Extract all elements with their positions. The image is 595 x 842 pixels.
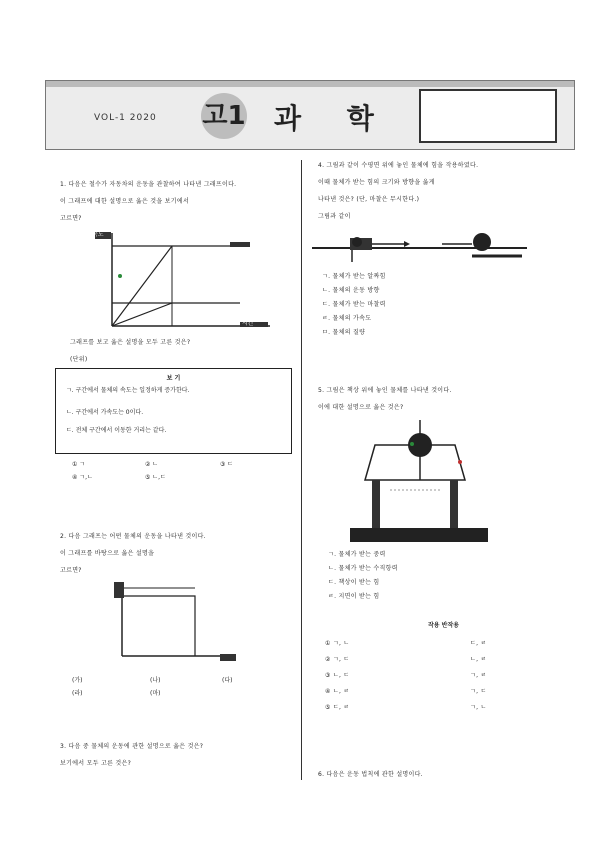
q5-answer[interactable]: ① ㄱ, ㄴ [325, 640, 350, 647]
column-divider [301, 160, 302, 780]
q3-line: 3. 다음 중 물체의 운동에 관한 설명으로 옳은 것은? [60, 743, 204, 750]
question-4-text [318, 157, 540, 225]
question-2-text [60, 528, 292, 579]
exam-header [45, 80, 575, 150]
q2-line: 이 그래프를 바탕으로 옳은 설명을 [60, 550, 155, 557]
subject-title: 과 학 [274, 102, 392, 135]
q5-answer[interactable]: ③ ㄴ, ㄷ [325, 672, 350, 679]
q5-answer-pair: ㄱ, ㄹ [470, 672, 487, 679]
q1-line: 이 그래프에 대한 설명으로 옳은 것을 보기에서 [60, 198, 190, 205]
q1-choice-box [55, 368, 292, 454]
q4-option[interactable]: ㄹ. 물체의 가속도 [322, 315, 372, 322]
header-shade [46, 81, 574, 87]
q1-choice-2[interactable]: ② ㄴ [145, 461, 159, 468]
q2-graph [100, 578, 250, 668]
q5-statement: ㄱ. 물체가 받는 중력 [328, 551, 386, 558]
q4-option[interactable]: ㄱ. 물체가 받는 알짜힘 [322, 273, 386, 280]
question-3-text [60, 738, 292, 772]
question-6-text [318, 766, 540, 783]
grade-badge: 고1 [201, 93, 247, 139]
q5-line: 이에 대한 설명으로 옳은 것은? [318, 404, 404, 411]
q1-choice-1[interactable]: ① ㄱ [72, 461, 86, 468]
marker-red [458, 460, 462, 464]
marker-green [410, 442, 414, 446]
table-leg-left [372, 480, 380, 530]
box-item: ㄱ. 구간에서 물체의 속도는 일정하게 증가한다. [66, 387, 190, 394]
q5-answers-left [325, 636, 425, 716]
q5-answer-header: 작용 반작용 [428, 622, 460, 629]
q1-choice-3[interactable]: ③ ㄷ [220, 461, 234, 468]
q5-answer[interactable]: ⑤ ㄷ, ㄹ [325, 704, 350, 711]
exam-code: VOL-1 2020 [94, 113, 157, 123]
q5-answers-right [470, 636, 540, 716]
q1-choice-5[interactable]: ⑤ ㄴ,ㄷ [145, 474, 166, 481]
point-marker [118, 274, 122, 278]
q5-statement: ㄹ. 지면이 받는 힘 [328, 593, 380, 600]
q1-line: 고르면? [60, 215, 82, 222]
q4-figure [312, 230, 532, 270]
q4-line: 이때 물체가 받는 힘의 크기와 방향을 옳게 [318, 179, 435, 186]
q5-line: 5. 그림은 책상 위에 놓인 물체를 나타낸 것이다. [318, 387, 452, 394]
ground [350, 528, 488, 542]
question-1-text [60, 176, 292, 227]
q2-label: (가) [72, 677, 83, 684]
q1-graph [90, 228, 280, 333]
q2-label: (다) [222, 677, 233, 684]
q2-label: (마) [150, 690, 161, 697]
q5-answer-pair: ㄷ, ㄹ [470, 640, 487, 647]
table-leg-right [450, 480, 458, 530]
q4-line: 4. 그림과 같이 수평면 위에 놓인 물체에 힘을 작용하였다. [318, 162, 479, 169]
q5-answer-pair: ㄱ, ㄷ [470, 688, 487, 695]
q2-line [122, 596, 195, 656]
box-item: ㄷ. 전체 구간에서 이동한 거리는 같다. [66, 427, 167, 434]
x-axis-label: 시간 [242, 320, 254, 327]
object-right [473, 233, 491, 251]
q3-line: 보기에서 모두 고른 것은? [60, 760, 132, 767]
q1-after-line: 그래프를 보고 옳은 설명을 모두 고른 것은? [70, 339, 191, 346]
q5-statement: ㄷ. 책상이 받는 힘 [328, 579, 380, 586]
q4-option[interactable]: ㅁ. 물체의 질량 [322, 329, 366, 336]
arrow-head [404, 241, 410, 247]
q2-line: 2. 다음 그래프는 어떤 물체의 운동을 나타낸 것이다. [60, 533, 206, 540]
box-item: ㄴ. 구간에서 가속도는 0이다. [66, 409, 144, 416]
q5-answer[interactable]: ④ ㄴ, ㄹ [325, 688, 350, 695]
q6-line: 6. 다음은 운동 법칙에 관한 설명이다. [318, 771, 423, 778]
label-bar [230, 242, 250, 247]
label-bar [114, 582, 124, 598]
q5-figure [350, 420, 490, 548]
q4-option[interactable]: ㄴ. 물체의 운동 방향 [322, 287, 380, 294]
y-axis-label: 속도 [92, 231, 104, 238]
q4-option[interactable]: ㄷ. 물체가 받는 마찰력 [322, 301, 386, 308]
q1-after-line: (단위) [70, 356, 88, 363]
q1-after-text [70, 334, 290, 368]
q5-answer-pair: ㄴ, ㄹ [470, 656, 487, 663]
q2-line: 고르면? [60, 567, 82, 574]
label-bar [220, 654, 236, 661]
q4-line: 나타낸 것은? (단, 마찰은 무시한다.) [318, 196, 420, 203]
answer-box [419, 89, 557, 143]
q4-options [322, 270, 442, 340]
q5-statements [328, 548, 468, 604]
question-5-text [318, 382, 540, 416]
q2-label: (나) [150, 677, 161, 684]
q5-statement: ㄴ. 물체가 받는 수직항력 [328, 565, 398, 572]
q1-line: 1. 다음은 철수가 자동차의 운동을 관찰하여 나타낸 그래프이다. [60, 181, 237, 188]
box-title: 보 기 [166, 375, 181, 382]
q5-answer-pair: ㄱ, ㄴ [470, 704, 487, 711]
object-left [352, 237, 362, 247]
q1-choice-4[interactable]: ④ ㄱ,ㄴ [72, 474, 93, 481]
q2-label: (라) [72, 690, 83, 697]
q4-line: 그림과 같이 [318, 213, 351, 220]
q5-answer[interactable]: ② ㄱ, ㄷ [325, 656, 350, 663]
